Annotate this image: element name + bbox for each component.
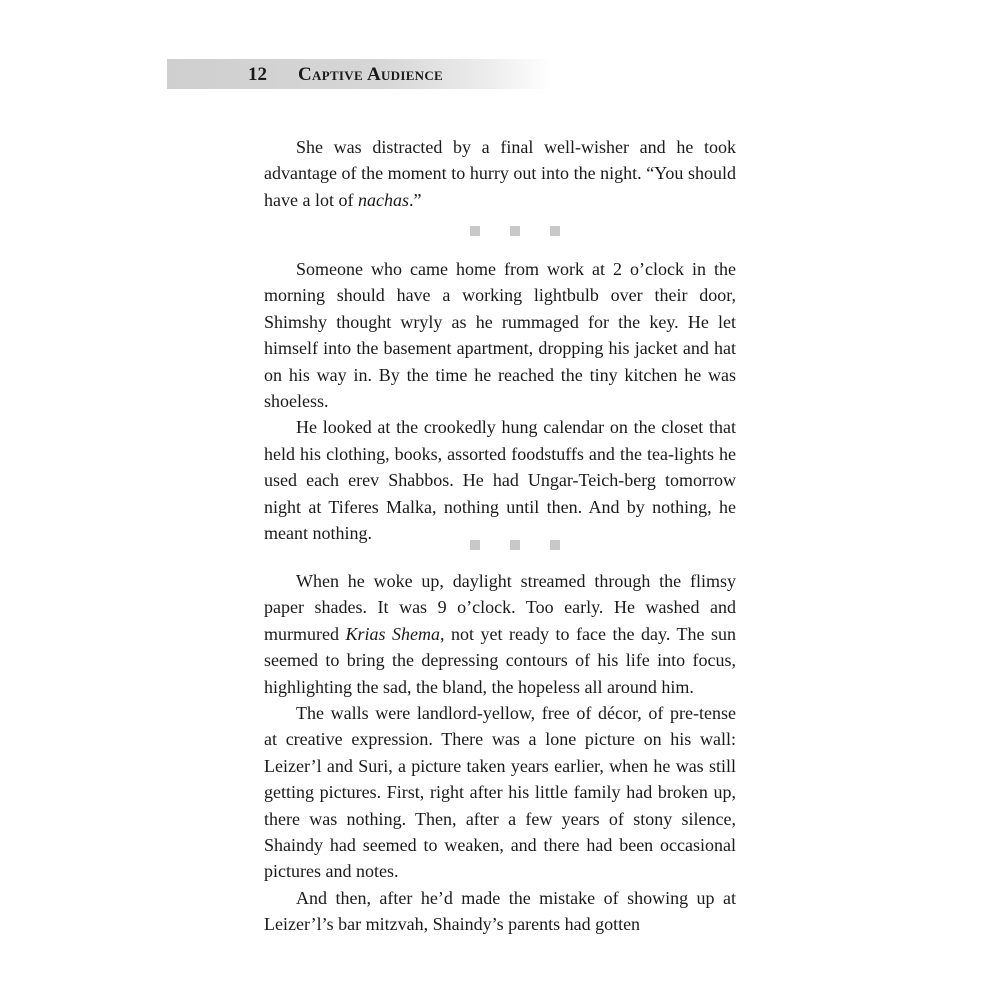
paragraph-1-text: She was distracted by a final well-wisher and he took advantage of the moment to hurry out into the night. “You should have a lot of bbox=[264, 137, 736, 210]
paragraph-3: He looked at the crookedly hung calendar on the closet that held his clothing, books, assorted foodstuffs and the tea-lights he used each erev Shabbos. He had Ungar-Teich-berg tomorrow night at Tiferes Malka, nothing until then. And by nothing, he meant nothing. bbox=[264, 417, 736, 544]
paragraph-1 bbox=[264, 134, 736, 213]
paragraph-4-text: When he woke up, daylight streamed through the flimsy paper shades. It was 9 o’clock. Too early. He washed and murmured bbox=[264, 571, 736, 644]
paragraph-5: The walls were landlord-yellow, free of décor, of pre-tense at creative expression. There was a lone picture on his wall: Leizer’l and Suri, a picture taken years earlier, when he was still getting pictures. First, right after his little family had broken up, there was nothing. Then, after a few years of stony silence, Shaindy had seemed to weaken, and there had been occasional pictures and notes. bbox=[264, 703, 736, 882]
paragraph-4-tail: , not yet ready to face the day. The sun seemed to bring the depressing contours of his life into focus, highlighting the sad, the bland, the hopeless all around him. bbox=[264, 623, 736, 697]
running-title: Captive Audience bbox=[298, 64, 444, 85]
paragraph-6: And then, after he’d made the mistake of showing up at Leizer’l’s bar mitzvah, Shaindy’s parents had gotten bbox=[264, 887, 736, 935]
text-block-3 bbox=[264, 568, 736, 938]
scene-break-2 bbox=[470, 540, 560, 550]
paragraph-4-italic: Krias Shema bbox=[345, 623, 441, 644]
text-block-2 bbox=[264, 256, 736, 546]
paragraph-4 bbox=[264, 568, 736, 700]
text-block-1 bbox=[264, 134, 736, 213]
scene-break-1 bbox=[470, 226, 560, 236]
paragraph-1-tail: .” bbox=[408, 189, 422, 210]
paragraph-1-italic: nachas bbox=[357, 189, 409, 210]
page-number: 12 bbox=[248, 64, 267, 85]
paragraph-2: Someone who came home from work at 2 o’clock in the morning should have a working lightbulb over their door, Shimshy thought wryly as he rummaged for the key. He let himself into the basement apartment, dropping his jacket and hat on his way in. By the time he reached the tiny kitchen he was shoeless. bbox=[264, 259, 736, 412]
